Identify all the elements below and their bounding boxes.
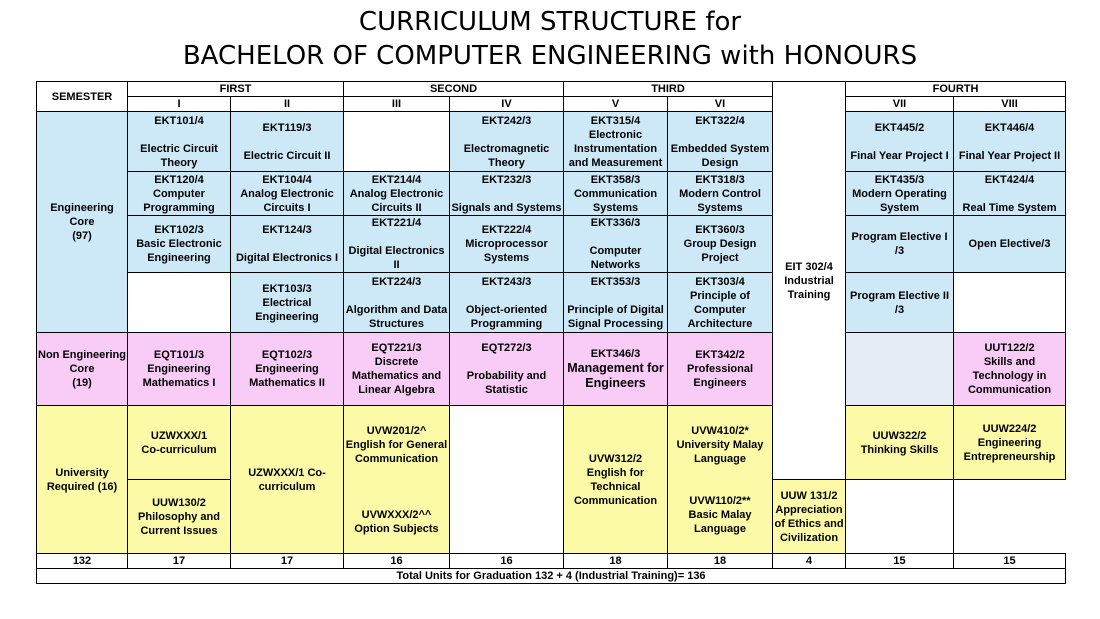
- course-code: EKT222/4: [481, 224, 532, 236]
- course-code: UVW312/2: [588, 452, 643, 465]
- course-name: Computer Networks: [589, 245, 642, 271]
- course-cell: [846, 406, 954, 480]
- course-code: EKT336/3: [590, 217, 641, 229]
- course-cell: [231, 112, 344, 172]
- course-cell: [231, 406, 344, 554]
- year-third-header: THIRD: [564, 82, 773, 97]
- semester-vii-header: VII: [846, 97, 954, 112]
- course-name: Digital Electronics II: [348, 245, 445, 271]
- title-line-1: CURRICULUM STRUCTURE for: [358, 7, 742, 37]
- course-code: EQT101/3: [153, 349, 205, 361]
- course-code: EKT232/3: [481, 173, 532, 186]
- course-name: Group Design Project: [683, 238, 757, 264]
- course-cell: [954, 406, 1066, 480]
- title-line-2: BACHELOR OF COMPUTER ENGINEERING with HONOURS: [182, 41, 918, 71]
- total-semester-vii: 15: [846, 554, 954, 569]
- course-code: EQT221/3: [371, 342, 422, 354]
- spacer: [345, 466, 448, 508]
- course-code: EKT424/4: [984, 173, 1035, 186]
- engineering-core-units: (97): [72, 230, 92, 242]
- course-code: EQT272/3: [481, 342, 532, 354]
- course-name: Final Year Project I: [850, 149, 949, 162]
- course-cell: [668, 216, 773, 273]
- course-name: Final Year Project II: [958, 149, 1061, 162]
- semester-iv-header: IV: [450, 97, 564, 112]
- course-cell: [668, 333, 773, 406]
- total-industrial-training: 4: [773, 554, 846, 569]
- elective-cell: [954, 216, 1066, 273]
- course-cell: [954, 172, 1066, 216]
- course-cell: [564, 333, 668, 406]
- course-code: EKT318/3: [695, 173, 745, 186]
- university-required-label: [37, 406, 128, 554]
- course-name: Computer Programming: [143, 187, 215, 214]
- course-name: English for General Communication: [345, 438, 448, 465]
- graduation-total: Total Units for Graduation 132 + 4 (Industrial Training)= 136: [37, 569, 1066, 584]
- course-code: EKT103/3: [262, 282, 312, 295]
- course-cell: [668, 406, 773, 554]
- course-code: EKT315/4: [590, 114, 641, 127]
- semester-header: SEMESTER: [37, 82, 128, 112]
- empty-cell: [846, 333, 954, 406]
- course-code: EKT120/4: [154, 173, 204, 186]
- course-name: Modern Control Systems: [679, 187, 761, 214]
- course-cell: [954, 333, 1066, 406]
- total-semester-v: 18: [564, 554, 668, 569]
- course-code: UVW410/2*: [691, 424, 749, 437]
- course-cell: [668, 172, 773, 216]
- course-code: EKT303/4: [695, 275, 745, 288]
- course-name: Object-oriented Programming: [465, 303, 548, 330]
- university-required-title: University Required (16): [46, 466, 118, 493]
- non-engineering-core-title: Non Engineering Core: [38, 349, 126, 375]
- course-name: Real Time System: [962, 201, 1057, 214]
- total-all: 132: [37, 554, 128, 569]
- course-code: UVW110/2**: [689, 494, 751, 507]
- curriculum-table: [36, 81, 1066, 584]
- course-cell: [231, 273, 344, 333]
- course-name: Principle of Computer Architecture: [687, 289, 753, 330]
- course-name: Philosophy and Current Issues: [138, 510, 220, 537]
- year-first-header: FIRST: [128, 82, 344, 97]
- course-code: EKT346/3: [590, 348, 641, 360]
- course-name: University Malay Language: [676, 438, 764, 465]
- course-name: Microprocessor Systems: [465, 238, 548, 264]
- course-code: UVWXXX/2^^: [361, 508, 432, 521]
- course-name: Electric Circuit Theory: [140, 142, 218, 169]
- course-cell: [128, 406, 231, 480]
- course-name: Electronic Instrumentation and Measurement: [568, 128, 663, 169]
- course-name: Management for Engineers: [567, 361, 664, 390]
- empty-cell: [128, 273, 231, 333]
- course-code: EKT342/2: [695, 349, 745, 361]
- non-engineering-core-units: (19): [72, 377, 92, 389]
- course-cell: [846, 112, 954, 172]
- course-cell: [668, 273, 773, 333]
- course-name: Thinking Skills: [860, 443, 939, 456]
- course-cell: [564, 112, 668, 172]
- course-cell: [450, 216, 564, 273]
- year-second-header: SECOND: [344, 82, 564, 97]
- course-code: EKT224/3: [371, 275, 422, 288]
- course-code: EKT101/4: [154, 114, 204, 127]
- total-semester-ii: 17: [231, 554, 344, 569]
- semester-v-header: V: [564, 97, 668, 112]
- course-cell: [128, 480, 231, 554]
- course-name: English for Technical Communication: [573, 466, 658, 507]
- course-name: Engineering Mathematics I: [142, 363, 216, 389]
- course-name: Discrete Mathematics and Linear Algebra: [351, 356, 442, 396]
- course-cell: [564, 172, 668, 216]
- course-cell: [344, 406, 450, 554]
- course-name: UZWXXX/1 Co-curriculum: [248, 466, 326, 493]
- course-cell: [231, 333, 344, 406]
- non-engineering-core-label: [37, 333, 128, 406]
- course-cell: [954, 112, 1066, 172]
- course-cell: [128, 172, 231, 216]
- course-cell: [773, 480, 846, 554]
- course-code: UZWXXX/1: [150, 429, 208, 442]
- spacer: [669, 466, 771, 494]
- semester-i-header: I: [128, 97, 231, 112]
- course-code: EKT242/3: [481, 114, 532, 127]
- course-code: EKT445/2: [874, 121, 925, 134]
- course-name: Co-curriculum: [141, 443, 217, 456]
- empty-cell: [344, 112, 450, 172]
- course-code: UUT122/2: [984, 342, 1035, 354]
- course-code: EKT358/3: [590, 173, 641, 186]
- course-cell: [450, 112, 564, 172]
- course-cell: [344, 273, 450, 333]
- course-code: UVW201/2^: [366, 424, 427, 437]
- course-code: EKT435/3: [874, 173, 925, 186]
- elective-cell: [846, 273, 954, 333]
- course-name: Modern Operating System: [852, 187, 947, 214]
- total-semester-viii: 15: [954, 554, 1066, 569]
- course-cell: [564, 406, 668, 554]
- course-name: Algorithm and Data Structures: [345, 303, 448, 330]
- year-fourth-header: FOURTH: [846, 82, 1066, 97]
- course-name: Option Subjects: [354, 522, 439, 535]
- course-cell: [564, 216, 668, 273]
- course-cell: [846, 172, 954, 216]
- course-name: Signals and Systems: [451, 201, 562, 214]
- industrial-training-name: Industrial Training: [784, 274, 834, 301]
- course-name: Professional Engineers: [686, 363, 754, 389]
- course-name: Program Elective I /3: [851, 231, 948, 257]
- course-code: EKT119/3: [262, 121, 312, 134]
- course-code: EKT360/3: [695, 224, 745, 236]
- total-semester-i: 17: [128, 554, 231, 569]
- course-name: Electric Circuit II: [243, 149, 331, 162]
- course-cell: [128, 333, 231, 406]
- course-name: Engineering Entrepreneurship: [963, 436, 1056, 463]
- empty-cell: [846, 480, 954, 554]
- course-code: EKT221/4: [371, 217, 422, 229]
- course-cell: [231, 172, 344, 216]
- empty-cell: [954, 273, 1066, 333]
- course-cell: [564, 273, 668, 333]
- course-cell: [128, 216, 231, 273]
- semester-viii-header: VIII: [954, 97, 1066, 112]
- course-code: EKT353/3: [590, 275, 641, 288]
- course-name: Engineering Mathematics II: [249, 363, 325, 389]
- course-name: Basic Electronic Engineering: [136, 238, 222, 264]
- course-name: Electromagnetic Theory: [463, 142, 550, 169]
- course-name: Program Elective II /3: [849, 289, 950, 316]
- course-code: UUW130/2: [152, 496, 206, 509]
- semester-iii-header: III: [344, 97, 450, 112]
- course-name: Appreciation of Ethics and Civilization: [774, 503, 844, 544]
- total-semester-iv: 16: [450, 554, 564, 569]
- course-code: EKT104/4: [262, 173, 312, 186]
- course-cell: [668, 112, 773, 172]
- course-name: Embedded System Design: [670, 142, 770, 169]
- course-name: Electrical Engineering: [255, 296, 319, 323]
- total-semester-iii: 16: [344, 554, 450, 569]
- course-code: UUW 131/2: [780, 489, 838, 502]
- course-code: EKT214/4: [371, 173, 422, 186]
- course-cell: [128, 112, 231, 172]
- course-code: EKT243/3: [481, 275, 532, 288]
- course-code: EKT446/4: [984, 121, 1035, 134]
- course-cell: [344, 216, 450, 273]
- course-name: Basic Malay Language: [688, 508, 752, 535]
- course-name: Communication Systems: [573, 187, 658, 214]
- course-name: Skills and Technology in Communication: [967, 356, 1052, 396]
- course-name: Analog Electronic Circuits II: [349, 187, 444, 214]
- course-code: UUW224/2: [982, 422, 1037, 435]
- course-code: EKT124/3: [262, 224, 312, 236]
- engineering-core-label: [37, 112, 128, 333]
- course-cell: [344, 333, 450, 406]
- course-cell: [231, 216, 344, 273]
- course-code: EQT102/3: [261, 349, 313, 361]
- course-name: Principle of Digital Signal Processing: [567, 303, 664, 330]
- semester-vi-header: VI: [668, 97, 773, 112]
- course-name: Digital Electronics I: [235, 252, 339, 264]
- course-name: Probability and Statistic: [466, 370, 547, 396]
- semester-ii-header: II: [231, 97, 344, 112]
- course-name: Open Elective/3: [968, 238, 1051, 250]
- elective-cell: [846, 216, 954, 273]
- engineering-core-title: Engineering Core: [50, 202, 114, 228]
- course-cell: [450, 273, 564, 333]
- total-semester-vi: 18: [668, 554, 773, 569]
- industrial-training-code: EIT 302/4: [785, 260, 833, 273]
- course-code: EKT322/4: [695, 114, 745, 127]
- course-cell: [450, 333, 564, 406]
- course-code: EKT102/3: [154, 224, 204, 236]
- empty-cell: [450, 406, 564, 554]
- course-name: Analog Electronic Circuits I: [240, 187, 334, 214]
- course-cell: [344, 172, 450, 216]
- industrial-training-cell: [773, 82, 846, 480]
- course-code: UUW322/2: [872, 429, 927, 442]
- course-cell: [450, 172, 564, 216]
